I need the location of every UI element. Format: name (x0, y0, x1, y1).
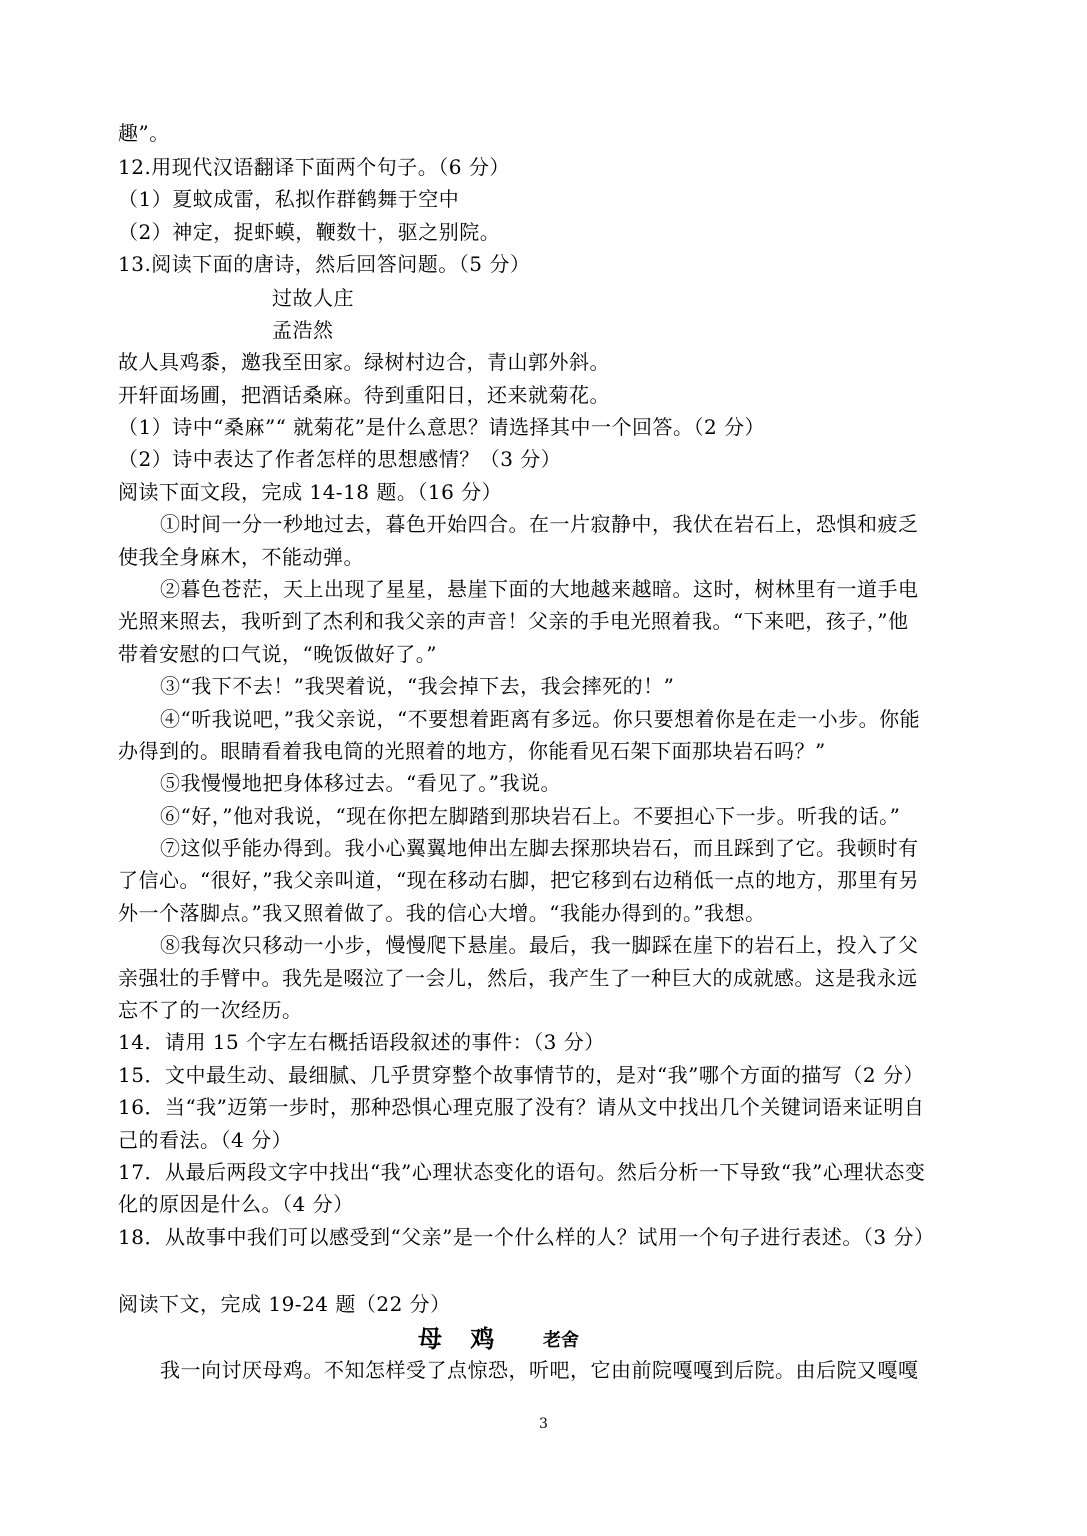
question-16: 16．当“我”迈第一步时，那种恐惧心理克服了没有？请从文中找出几个关键词语来证明自 (118, 1095, 925, 1119)
paragraph-line: ⑦这似乎能办得到。我小心翼翼地伸出左脚去探那块岩石，而且踩到了它。我顿时有 (160, 836, 919, 860)
paragraph-line: 办得到的。眼睛看着我电筒的光照着的地方，你能看见石架下面那块岩石吗？” (118, 739, 826, 763)
paragraph-line: ①时间一分一秒地过去，暮色开始四合。在一片寂静中，我伏在岩石上，恐惧和疲乏 (160, 512, 919, 536)
text-line: 趣”。 (118, 121, 170, 145)
question-13-item-2: （2）诗中表达了作者怎样的思想感情？（3 分） (118, 447, 562, 471)
question-14: 14．请用 15 个字左右概括语段叙述的事件：（3 分） (118, 1030, 605, 1054)
paragraph-line: ⑤我慢慢地把身体移过去。“看见了。”我说。 (160, 771, 561, 795)
poem-author: 孟浩然 (272, 318, 334, 342)
poem-line-2: 开轩面场圃，把酒话桑麻。待到重阳日，还来就菊花。 (118, 383, 610, 407)
paragraph-line: 外一个落脚点。”我又照着做了。我的信心大增。“我能办得到的。”我想。 (118, 901, 766, 925)
paragraph-line: ③“我下不去！”我哭着说，“我会掉下去，我会摔死的！” (160, 674, 675, 698)
question-12: 12.用现代汉语翻译下面两个句子。（6 分） (118, 155, 510, 179)
paragraph-line: 带着安慰的口气说，“晚饭做好了。” (118, 642, 437, 666)
page-number: 3 (539, 1416, 548, 1432)
poem-title: 过故人庄 (272, 286, 354, 310)
article-heading (0, 1322, 1087, 1356)
reading-instruction-2: 阅读下文，完成 19-24 题（22 分） (118, 1292, 451, 1316)
paragraph-line: 忘不了的一次经历。 (118, 998, 303, 1022)
question-16-cont: 己的看法。（4 分） (118, 1128, 293, 1152)
article-first-line: 我一向讨厌母鸡。不知怎样受了点惊恐，听吧，它由前院嘎嘎到后院。由后院又嘎嘎 (160, 1358, 919, 1382)
reading-instruction: 阅读下面文段，完成 14-18 题。（16 分） (118, 480, 503, 504)
question-13-item-1: （1）诗中“桑麻”“ 就菊花”是什么意思？请选择其中一个回答。（2 分） (118, 415, 766, 439)
paragraph-line: ②暮色苍茫，天上出现了星星，悬崖下面的大地越来越暗。这时，树林里有一道手电 (160, 577, 919, 601)
paragraph-line: 了信心。“很好，”我父亲叫道，“现在移动右脚，把它移到右边稍低一点的地方，那里有另 (118, 868, 920, 892)
paragraph-line: 使我全身麻木，不能动弹。 (118, 545, 364, 569)
paragraph-line: ⑥“好，”他对我说，“现在你把左脚踏到那块岩石上。不要担心下一步。听我的话。” (160, 804, 901, 828)
question-15: 15．文中最生动、最细腻、几乎贯穿整个故事情节的，是对“我”哪个方面的描写（2 分） (118, 1063, 924, 1087)
question-13: 13.阅读下面的唐诗，然后回答问题。（5 分） (118, 252, 531, 276)
paragraph-line: 光照来照去，我听到了杰利和我父亲的声音！父亲的手电光照着我。“下来吧，孩子，”他 (118, 609, 909, 633)
paragraph-line: ⑧我每次只移动一小步，慢慢爬下悬崖。最后，我一脚踩在崖下的岩石上，投入了父 (160, 933, 919, 957)
poem-line-1: 故人具鸡黍，邀我至田家。绿树村边合，青山郭外斜。 (118, 350, 610, 374)
question-18: 18．从故事中我们可以感受到“父亲”是一个什么样的人？试用一个句子进行表述。（3 分） (118, 1225, 935, 1249)
article-title: 母 鸡 (418, 1324, 505, 1353)
question-17: 17．从最后两段文字中找出“我”心理状态变化的语句。然后分析一下导致“我”心理状态变 (118, 1160, 926, 1184)
article-author: 老舍 (543, 1330, 579, 1351)
paragraph-line: ④“听我说吧，”我父亲说，“不要想着距离有多远。你只要想着你是在走一小步。你能 (160, 707, 921, 731)
question-12-item-1: （1）夏蚊成雷，私拟作群鹤舞于空中 (118, 187, 460, 211)
question-12-item-2: （2）神定，捉虾蟆，鞭数十，驱之别院。 (118, 220, 501, 244)
paragraph-line: 亲强壮的手臂中。我先是啜泣了一会儿，然后，我产生了一种巨大的成就感。这是我永远 (118, 966, 918, 990)
question-17-cont: 化的原因是什么。（4 分） (118, 1192, 354, 1216)
